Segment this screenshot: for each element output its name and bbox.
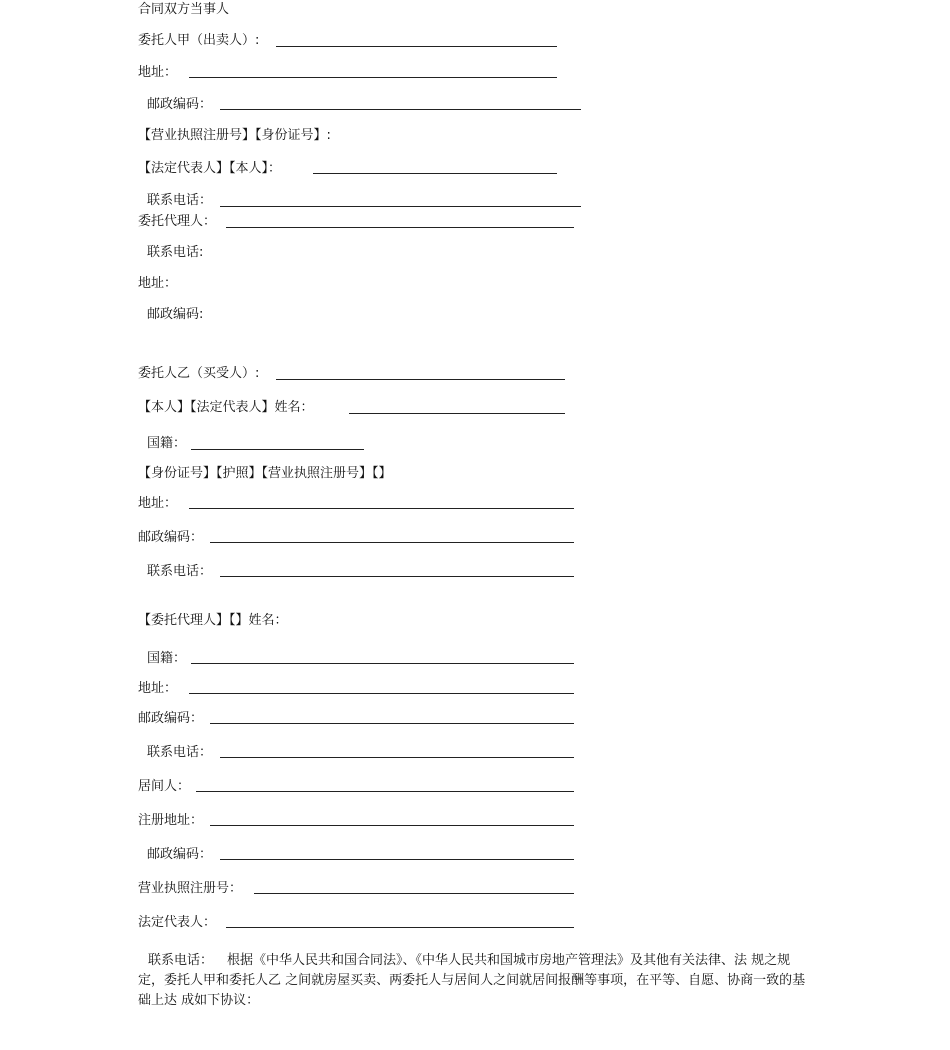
preamble-paragraph: [138, 951, 810, 1011]
party-a-postcode-blank[interactable]: [220, 109, 581, 110]
broker-registered-address-blank[interactable]: [210, 825, 574, 826]
party-b-name-value-blank[interactable]: [349, 413, 565, 414]
preamble-text: 根据《中华人民共和国合同法》、《中华人民共和国城市房地产管理法》及其他有关法律、法 规之规定，委托人甲和委托人乙 之间就房屋买卖、两委托人与居间人之间就居间报酬等事项，在平等、自愿、协商一致的基础上达 成如下协议：: [138, 953, 806, 1008]
section-header: 合同双方当事人: [138, 2, 230, 17]
broker-phone-label: 联系电话：: [148, 953, 214, 968]
broker-license-label: 营业执照注册号：: [138, 881, 243, 896]
party-b-agent-address-label: 地址：: [138, 681, 178, 696]
party-a-agent-label: 委托代理人：: [138, 214, 217, 229]
broker-title: 居间人：: [138, 779, 191, 794]
party-b-address-blank[interactable]: [189, 508, 574, 509]
party-b-phone-blank[interactable]: [220, 576, 574, 577]
broker-representative-label: 法定代表人：: [138, 915, 217, 930]
party-b-agent-name-label: 【委托代理人】【】姓名：: [138, 613, 288, 628]
party-b-title: 委托人乙（买受人）:: [138, 366, 260, 381]
broker-postcode-label: 邮政编码：: [147, 847, 213, 862]
party-a-postcode-label: 邮政编码：: [147, 97, 213, 112]
party-a-address-label: 地址：: [138, 65, 178, 80]
party-b-postcode-label: 邮政编码：: [138, 530, 204, 545]
broker-representative-blank[interactable]: [226, 927, 574, 928]
broker-postcode-blank[interactable]: [220, 859, 574, 860]
party-a-name-blank[interactable]: [276, 46, 557, 47]
party-b-agent-postcode-label: 邮政编码：: [138, 711, 204, 726]
party-a-agent-phone-label: 联系电话:: [147, 245, 204, 260]
broker-registered-address-label: 注册地址：: [138, 813, 204, 828]
party-a-representative-blank[interactable]: [313, 173, 557, 174]
party-b-agent-nationality-blank[interactable]: [191, 663, 574, 664]
party-b-address-label: 地址：: [138, 496, 178, 511]
party-b-agent-nationality-label: 国籍：: [147, 651, 187, 666]
party-b-id-types-label: 【身份证号】【护照】【营业执照注册号】【】: [138, 466, 392, 481]
party-b-phone-label: 联系电话：: [147, 564, 213, 579]
party-b-nationality-blank[interactable]: [191, 449, 364, 450]
party-a-agent-blank[interactable]: [226, 227, 574, 228]
party-b-agent-postcode-blank[interactable]: [210, 723, 574, 724]
party-b-agent-phone-blank[interactable]: [220, 757, 574, 758]
party-a-agent-postcode-label: 邮政编码:: [147, 307, 204, 322]
party-b-name-blank[interactable]: [276, 379, 565, 380]
party-b-postcode-blank[interactable]: [210, 542, 574, 543]
party-b-agent-address-blank[interactable]: [189, 693, 574, 694]
party-b-name-label: 【本人】【法定代表人】姓名：: [138, 400, 314, 415]
broker-name-blank[interactable]: [196, 791, 574, 792]
party-a-address-blank[interactable]: [189, 77, 557, 78]
broker-license-blank[interactable]: [254, 893, 574, 894]
party-b-nationality-label: 国籍：: [147, 436, 187, 451]
party-a-agent-address-label: 地址：: [138, 276, 178, 291]
party-b-agent-phone-label: 联系电话：: [147, 745, 213, 760]
party-a-phone-label: 联系电话：: [147, 193, 213, 208]
party-a-title: 委托人甲（出卖人）:: [138, 33, 260, 48]
party-a-license-label: 【营业执照注册号】【身份证号】:: [138, 128, 331, 143]
party-a-phone-blank[interactable]: [220, 206, 581, 207]
party-a-representative-label: 【法定代表人】【本人】：: [138, 161, 282, 176]
